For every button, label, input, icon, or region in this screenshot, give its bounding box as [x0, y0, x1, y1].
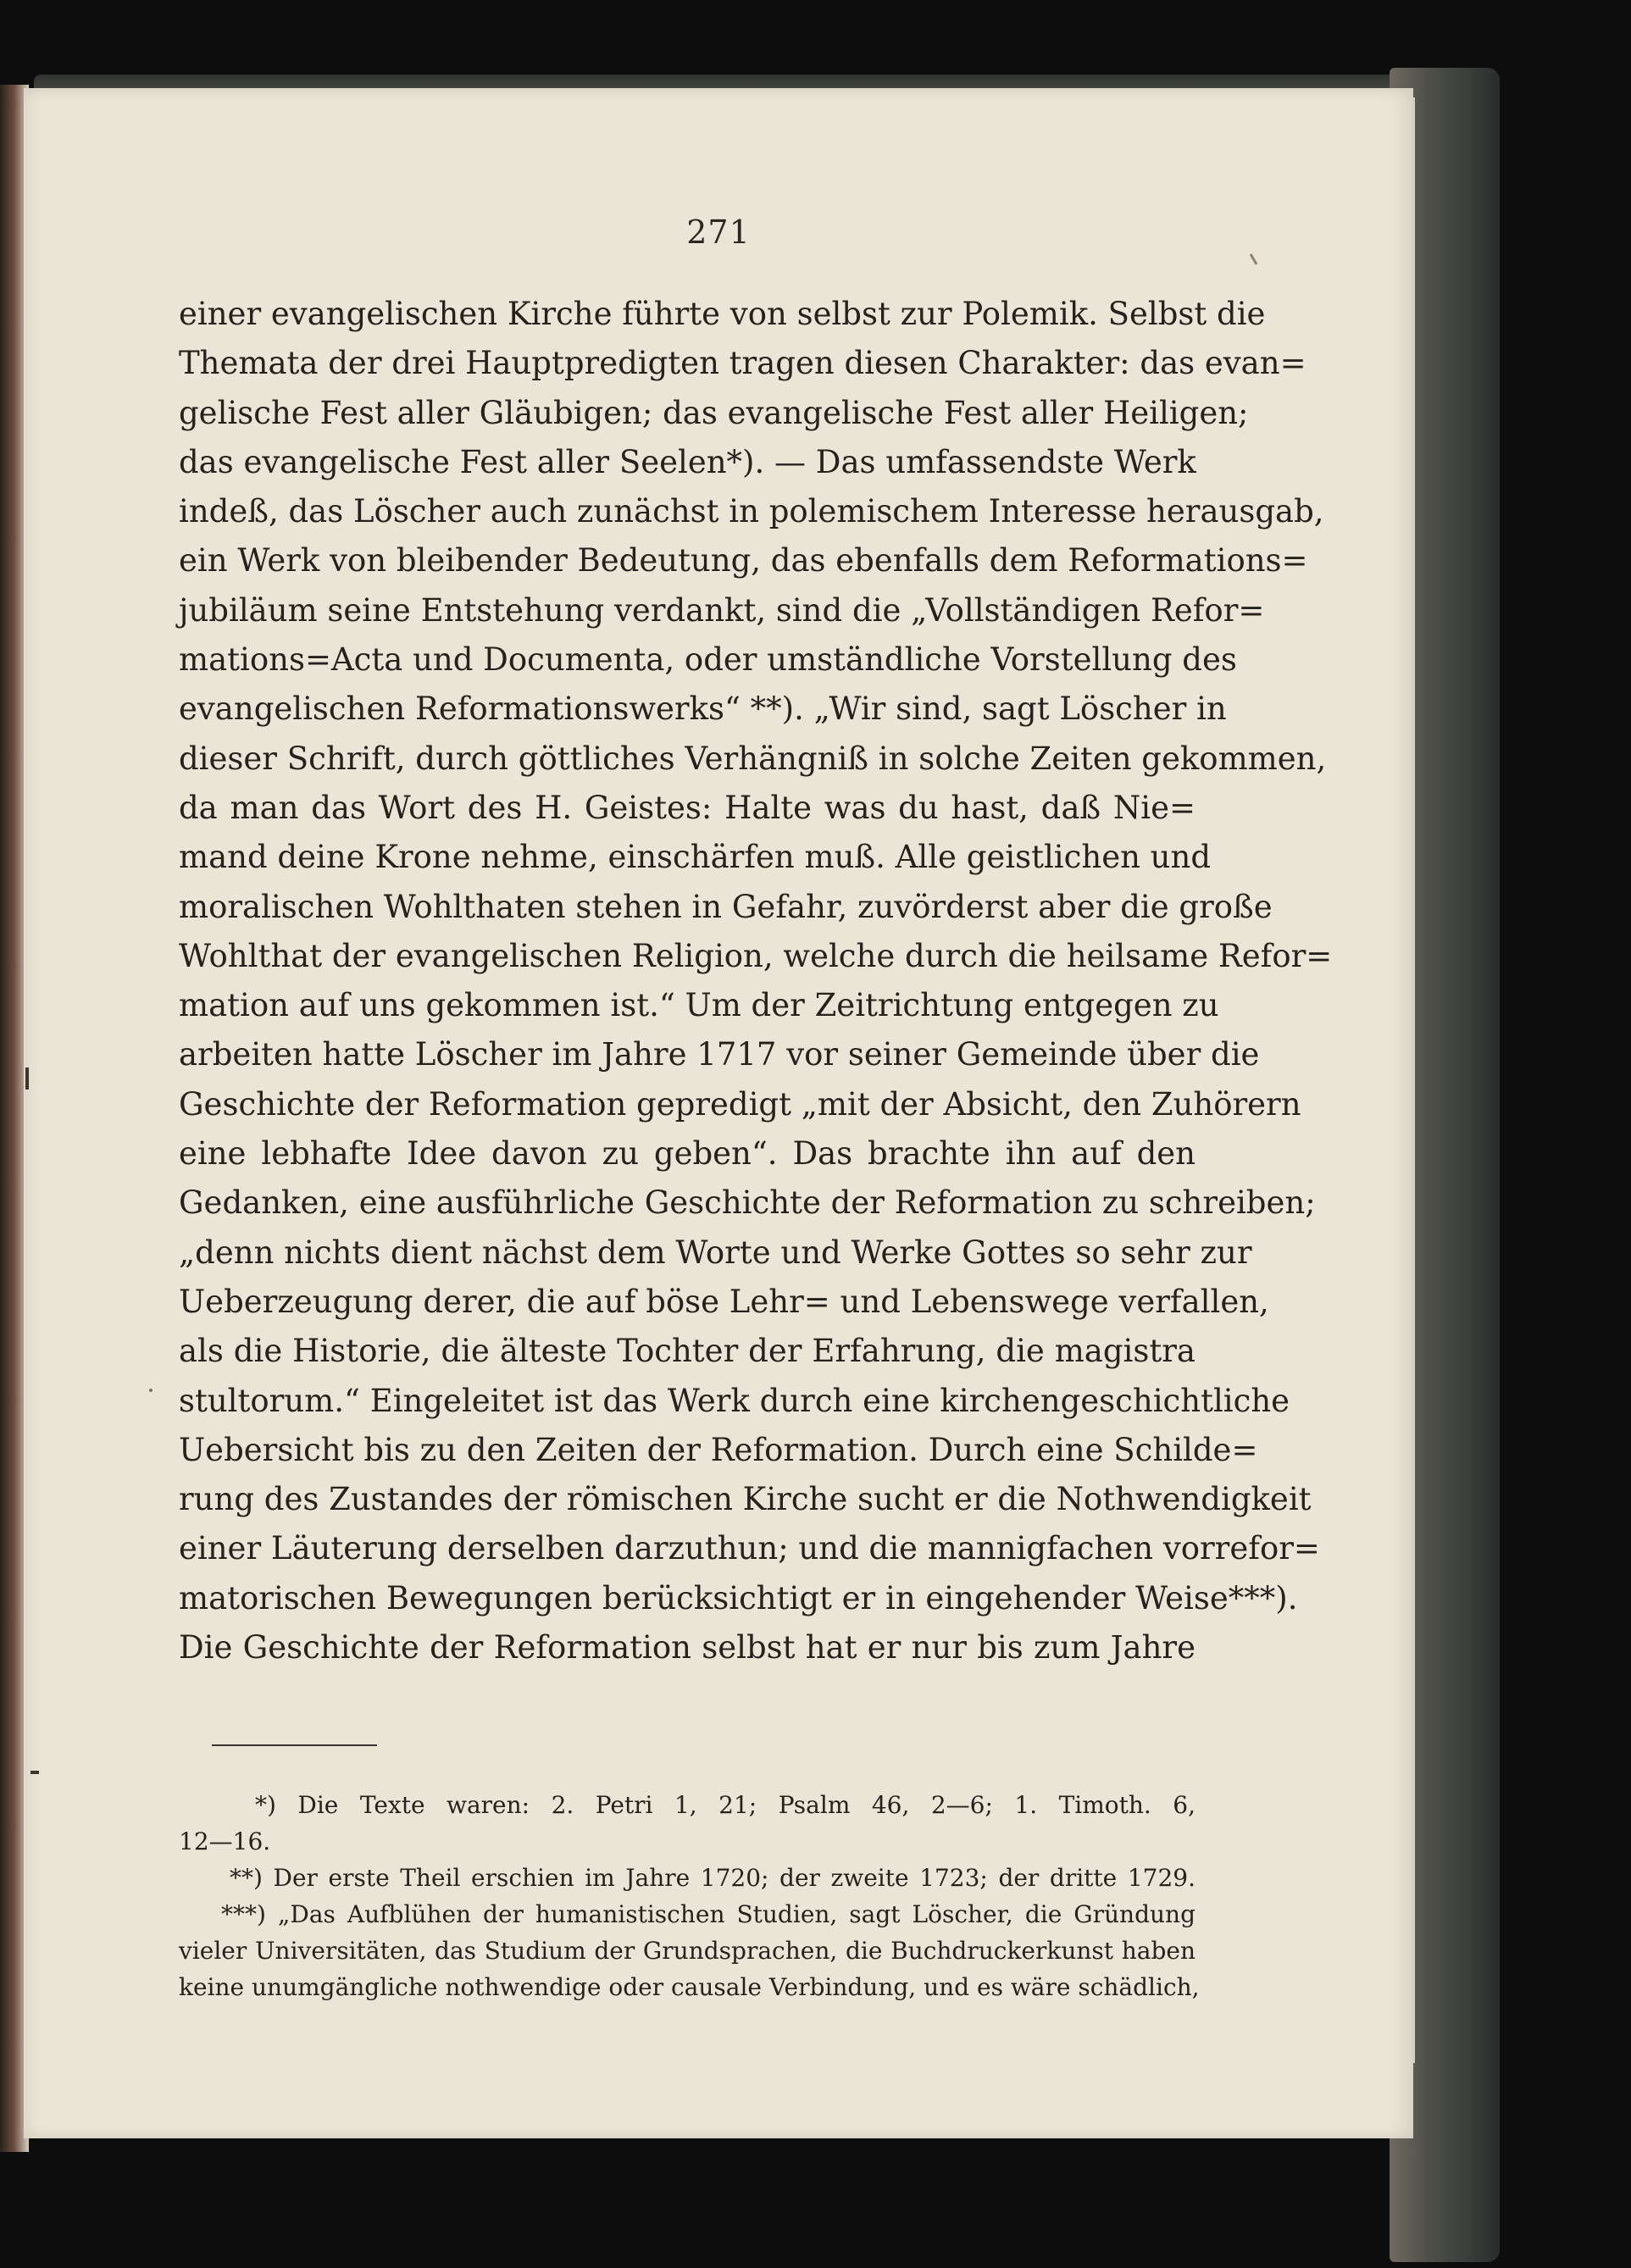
body-line: da man das Wort des H. Geistes: Halte was du hast, daß Nie= — [179, 789, 1196, 826]
body-line: indeß, das Löscher auch zunächst in polemischem Interesse herausgab, — [179, 493, 1324, 530]
footnote-line: 12—16. — [179, 1827, 271, 1855]
body-line: Uebersicht bis zu den Zeiten der Reformation. Durch eine Schilde= — [179, 1431, 1258, 1468]
body-line: das evangelische Fest aller Seelen*). — Das umfassendste Werk — [179, 443, 1196, 480]
body-line: Geschichte der Reformation gepredigt „mit der Absicht, den Zuhörern — [179, 1085, 1301, 1123]
body-line: stultorum.“ Eingeleitet ist das Werk durch eine kirchengeschichtliche — [179, 1382, 1290, 1419]
margin-mark — [25, 1067, 29, 1090]
body-line: Gedanken, eine ausführliche Geschichte der Reformation zu schreiben; — [179, 1184, 1316, 1222]
body-line: Themata der drei Hauptpredigten tragen diesen Charakter: das evan= — [179, 345, 1306, 382]
body-line: matorischen Bewegungen berücksichtigt er in eingehender Weise***). — [179, 1579, 1298, 1616]
body-line: gelische Fest aller Gläubigen; das evangelische Fest aller Heiligen; — [179, 394, 1249, 431]
page-number: 271 — [686, 213, 751, 251]
body-line: Die Geschichte der Reformation selbst hat er nur bis zum Jahre — [179, 1629, 1196, 1666]
body-line: rung des Zustandes der römischen Kirche sucht er die Nothwendigkeit — [179, 1481, 1312, 1518]
body-line: jubiläum seine Entstehung verdankt, sind die „Vollständigen Refor= — [179, 591, 1265, 629]
footnotes — [179, 1787, 1200, 2005]
body-line: Ueberzeugung derer, die auf böse Lehr= und Lebenswege verfallen, — [179, 1283, 1269, 1320]
body-line: einer evangelischen Kirche führte von selbst zur Polemik. Selbst die — [179, 296, 1266, 332]
body-line: als die Historie, die älteste Tochter der Erfahrung, die magistra — [179, 1333, 1196, 1370]
paper-speck — [1250, 253, 1258, 265]
body-line: „denn nichts dient nächst dem Worte und Werke Gottes so sehr zur — [179, 1234, 1252, 1271]
body-line: mation auf uns gekommen ist.“ Um der Zeitrichtung entgegen zu — [179, 987, 1219, 1024]
footnote-divider — [212, 1744, 377, 1746]
body-line: eine lebhafte Idee davon zu geben“. Das brachte ihn auf den — [179, 1135, 1196, 1173]
footnote-line: *) Die Texte waren: 2. Petri 1, 21; Psalm 46, 2—6; 1. Timoth. 6, — [255, 1791, 1196, 1819]
margin-mark — [31, 1771, 39, 1774]
paper-speck — [149, 1389, 153, 1392]
body-line: ein Werk von bleibender Bedeutung, das ebenfalls dem Reformations= — [179, 542, 1308, 579]
body-line: mations=Acta und Documenta, oder umständliche Vorstellung des — [179, 641, 1237, 679]
body-line: mand deine Krone nehme, einschärfen muß. Alle geistlichen und — [179, 839, 1212, 876]
footnote-line: keine unumgängliche nothwendige oder causale Verbindung, und es wäre schädlich, — [179, 1973, 1200, 2001]
footnote-line: vieler Universitäten, das Studium der Grundsprachen, die Buchdruckerkunst haben — [179, 1937, 1196, 1965]
book-page — [24, 88, 1413, 2138]
body-line: dieser Schrift, durch göttliches Verhängniß in solche Zeiten gekommen, — [179, 740, 1327, 777]
body-line: evangelischen Reformationswerks“ **). „Wir sind, sagt Löscher in — [179, 690, 1227, 728]
body-line: moralischen Wohlthaten stehen in Gefahr, zuvörderst aber die große — [179, 888, 1273, 925]
body-text — [179, 290, 1333, 1672]
footnote-line: **) Der erste Theil erschien im Jahre 1720; der zweite 1723; der dritte 1729. — [230, 1864, 1196, 1892]
body-line: einer Läuterung derselben darzuthun; und die mannigfachen vorrefor= — [179, 1530, 1320, 1567]
footnote-line: ***) „Das Aufblühen der humanistischen Studien, sagt Löscher, die Gründung — [221, 1900, 1196, 1928]
body-line: Wohlthat der evangelischen Religion, welche durch die heilsame Refor= — [179, 937, 1333, 974]
body-line: arbeiten hatte Löscher im Jahre 1717 vor seiner Gemeinde über die — [179, 1036, 1260, 1073]
